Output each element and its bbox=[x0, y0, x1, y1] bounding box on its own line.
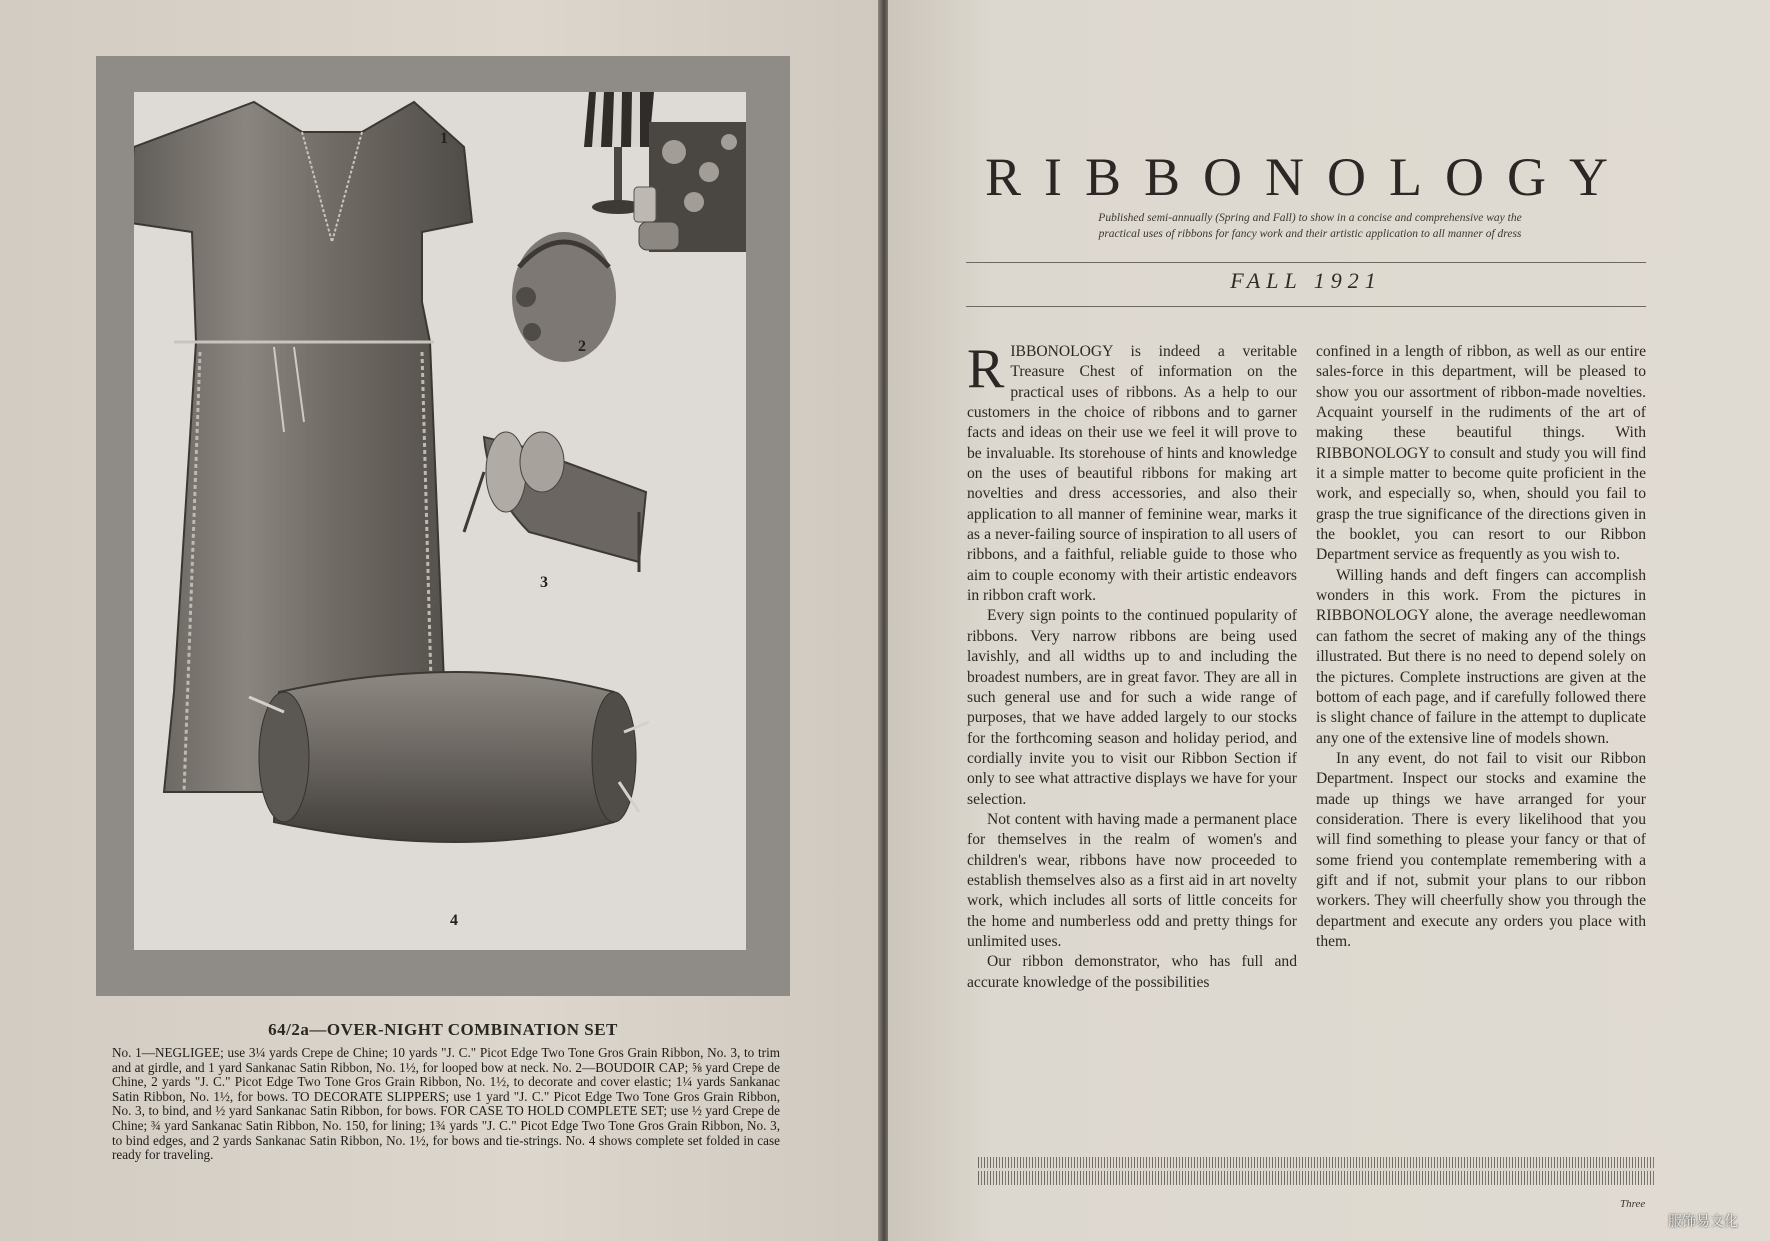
plate-number-3: 3 bbox=[540, 574, 548, 591]
boudoir-cap-figure bbox=[512, 232, 616, 362]
caption-title: 64/2a—OVER-NIGHT COMBINATION SET bbox=[268, 1020, 618, 1039]
subtitle-line-1: Published semi-annually (Spring and Fall) to show in a concise and comprehensive way the bbox=[1098, 212, 1522, 224]
text-column-right bbox=[1316, 342, 1646, 952]
decorative-border-gap bbox=[978, 1168, 1654, 1171]
paragraph: Every sign points to the continued popularity of ribbons. Very narrow ribbons are being used lavishly, and all widths up to and including the broadest numbers, are in great favor. They are all in such general use and for such a wide range of purposes, that we have added largely to our stocks for the forthcoming season and holiday period, and cordially invite you to visit our Ribbon Section if only to see what attractive displays we have for your selection. bbox=[967, 607, 1297, 808]
drop-cap: R bbox=[967, 338, 1005, 400]
plate-number-1: 1 bbox=[440, 130, 448, 147]
case-roll-figure bbox=[249, 672, 649, 842]
illustration-combination-set bbox=[134, 92, 746, 950]
perfume-bottles bbox=[634, 122, 746, 252]
paragraph: Our ribbon demonstrator, who has full and accurate knowledge of the possibilities bbox=[967, 953, 1297, 991]
issue-date: FALL 1921 bbox=[1230, 268, 1382, 293]
magazine-title: RIBBONOLOGY bbox=[984, 147, 1631, 207]
paragraph: In any event, do not fail to visit our Ribbon Department. Inspect our stocks and examine the made up things we have arranged for your consideration. There is every likelihood that you will find something to please your fancy or that of some friend you contemplate remembering with a gift and if not, submit your plans to our ribbon workers. They will cheerfully show you through the department and execute any orders you place with them. bbox=[1316, 749, 1646, 950]
plate-number-2: 2 bbox=[578, 338, 586, 355]
watermark: 服饰易文化 bbox=[1668, 1214, 1738, 1230]
paragraph: Not content with having made a permanent place for themselves in the realm of women's and children's wear, ribbons have now proceeded to establish themselves also as a first aid in art novelty work, which includes all sorts of little conceits for the home and numberless odd and pretty things for unlimited uses. bbox=[967, 810, 1297, 950]
paragraph-text: IBBONOLOGY is indeed a veritable Treasure Chest of information on the practical uses of ribbons. As a help to our customers in the choice of ribbons and to garner facts and ideas on their use we feel it will prove to be invaluable. Its storehouse of hints and knowledge on the uses of beautiful ribbons for making art novelties and dress accessories, and also their application to all manner of feminine wear, marks it as a never-failing source of inspiration to all users of ribbons, and a faithful, reliable guide to those who aim to couple economy with their artistic endeavors in ribbon craft work. bbox=[967, 343, 1297, 605]
subtitle-line-2: practical uses of ribbons for fancy work and their artistic application to all manner of dress bbox=[1098, 228, 1522, 240]
decorative-border-strip bbox=[978, 1157, 1654, 1185]
caption-body: No. 1—NEGLIGEE; use 3¼ yards Crepe de Chine; 10 yards "J. C." Picot Edge Two Tone Gros Grain Ribbon, No. 3, to trim and at girdle, and 1 yard Sankanac Satin Ribbon, No. 1½, for looped bow at neck. No. 2—BOUDOIR CAP; ⅝ yard Crepe de Chine, 2 yards "J. C." Picot Edge Two Tone Gros Grain Ribbon, No. 1½, to decorate and cover elastic; 1¼ yards Sankanac Satin Ribbon, No. 1½, for bows. TO DECORATE SLIPPERS; use 1 yard "J. C." Picot Edge Two Tone Gros Grain Ribbon, No. 3, to bind, and ½ yard Sankanac Satin Ribbon, for bows. FOR CASE TO HOLD COMPLETE SET; use ½ yard Crepe de Chine; ¾ yard Sankanac Satin Ribbon, No. 150, for lining; 1¾ yards "J. C." Picot Edge Two Tone Gros Grain Ribbon, No. 3, to bind edges, and 2 yards Sankanac Satin Ribbon, No. 1½, for bows and tie-strings. No. 4 shows complete set folded in case ready for traveling. bbox=[112, 1045, 780, 1163]
page-folio: Three bbox=[1620, 1198, 1646, 1210]
slippers-and-case-figure bbox=[464, 432, 646, 572]
rule-top bbox=[966, 262, 1646, 263]
plate-number-4: 4 bbox=[450, 912, 458, 929]
paragraph: Willing hands and deft fingers can accomplish wonders in this work. From the pictures in RIBBONOLOGY alone, the average needlewoman can fathom the secret of making any of the things illustrated. But there is no need to depend solely on the pictures. Complete instructions are given at the bottom of each page, and if carefully followed there is slight chance of failure in the attempt to duplicate any one of the extensive line of models shown. bbox=[1316, 566, 1646, 747]
text-column-left bbox=[967, 338, 1297, 993]
subtitle bbox=[990, 210, 1630, 242]
paragraph bbox=[967, 338, 1297, 606]
paragraph: confined in a length of ribbon, as well as our entire sales-force in this department, will be pleased to show you our assortment of ribbon-made novelties. Acquaint yourself in the rudiments of the art of making these beautiful things. With RIBBONOLOGY to consult and study you will find it a simple matter to become quite proficient in the work, and especially so, when, should you fail to grasp the true significance of the directions given in the booklet, you can resort to our Ribbon Department service as frequently as you wish to. bbox=[1316, 343, 1646, 564]
photo-plate bbox=[134, 92, 746, 950]
rule-bottom bbox=[966, 306, 1646, 307]
